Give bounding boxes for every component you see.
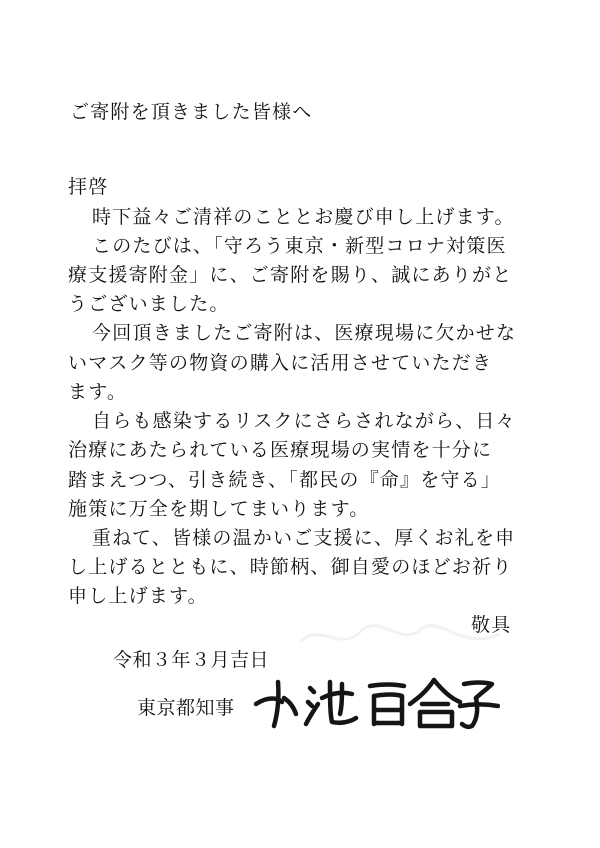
faint-bleed-through — [290, 612, 510, 662]
signer-title: 東京都知事 — [137, 697, 235, 719]
closing-keigu: 敬具 — [471, 614, 512, 636]
opening-greeting: 拝啓 — [68, 176, 109, 198]
body-line: 時下益々ご清祥のこととお慶び申し上げます。 — [92, 206, 515, 228]
body-line: いマスク等の物資の購入に活用させていただき — [68, 352, 493, 374]
body-line: 申し上げます。 — [68, 585, 208, 607]
body-line: うございました。 — [68, 293, 230, 315]
body-line: し上げるとともに、時節柄、御自愛のほどお祈り — [68, 556, 513, 578]
letter-date: 令和３年３月吉日 — [113, 649, 270, 671]
body-line: 重ねて、皆様の温かいご支援に、厚くお礼を申 — [92, 527, 516, 549]
body-line: ます。 — [68, 381, 128, 403]
body-line: 施策に万全を期してまいります。 — [68, 498, 370, 520]
salutation: ご寄附を頂きました皆様へ — [70, 101, 313, 123]
body-line: 療支援寄附金」に、ご寄附を賜り、誠にありがと — [68, 264, 513, 286]
handwritten-signature — [248, 668, 500, 734]
body-line: 治療にあたられている医療現場の実情を十分に — [68, 439, 493, 461]
body-line: このたびは、「守ろう東京・新型コロナ対策医 — [92, 235, 507, 257]
body-line: 踏まえつつ、引き続き、「都民の『命』を守る」 — [68, 469, 502, 491]
body-line: 今回頂きましたご寄附は、医療現場に欠かせな — [92, 322, 517, 344]
body-line: 自らも感染するリスクにさらされながら、日々 — [92, 410, 516, 432]
